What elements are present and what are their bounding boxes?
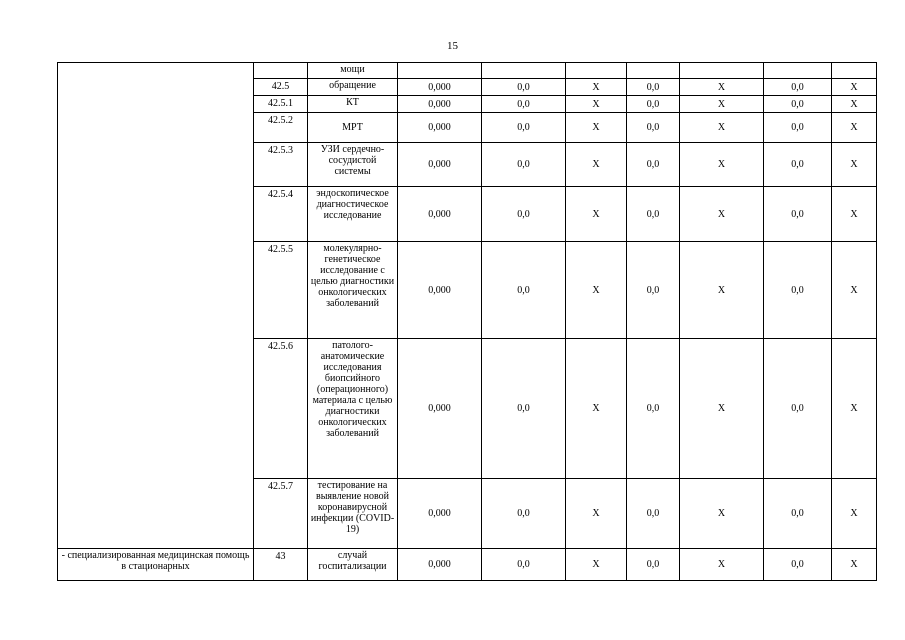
row-value: X [680,339,764,479]
row-value: X [832,339,877,479]
row-value: 0,0 [764,339,832,479]
row-value: 0,000 [398,479,482,549]
row-name: случай госпитализации [308,549,398,581]
row-name: МРТ [308,113,398,143]
row-value: X [566,143,627,187]
data-table [57,62,877,581]
row-value [680,63,764,79]
row-value: 0,0 [482,339,566,479]
row-name: КТ [308,96,398,113]
row-value: 0,0 [627,96,680,113]
row-value [627,63,680,79]
row-value: 0,0 [627,187,680,242]
row-value: 0,0 [764,187,832,242]
row-value: 0,0 [627,79,680,96]
row-value: 0,0 [482,96,566,113]
row-value: 0,0 [764,143,832,187]
row-value: X [832,79,877,96]
row-value: X [680,242,764,339]
row-name: молекулярно-генетическое исследование с целью диагностики онкологических заболеваний [308,242,398,339]
row-code: 43 [254,549,308,581]
row-value: X [832,549,877,581]
row-value: 0,0 [627,143,680,187]
row-value: 0,0 [482,187,566,242]
row-value: 0,000 [398,113,482,143]
row-value: X [566,549,627,581]
row-value: X [566,479,627,549]
row-name: обращение [308,79,398,96]
row-value: 0,0 [482,242,566,339]
row-value: 0,0 [482,479,566,549]
row-code: 42.5.6 [254,339,308,479]
row-value: X [566,96,627,113]
row-value: 0,0 [627,549,680,581]
row-value: X [566,242,627,339]
row-value: 0,0 [764,549,832,581]
row-value: X [680,549,764,581]
table-row [58,63,877,79]
row-value: X [566,79,627,96]
row-code: 42.5.2 [254,113,308,143]
row-value: 0,0 [764,479,832,549]
row-value [566,63,627,79]
row-value: 0,000 [398,96,482,113]
row-value: 0,0 [764,242,832,339]
row-code [254,63,308,79]
row-value: X [832,479,877,549]
row-name: патолого-анатомические исследования биопсийного (операционного) материала с целью диагностики онкологических заболеваний [308,339,398,479]
row-value: X [680,187,764,242]
row-value: X [680,143,764,187]
row-name: УЗИ сердечно-сосудистой системы [308,143,398,187]
row-value: X [832,143,877,187]
row-value: X [680,113,764,143]
row-value: X [680,96,764,113]
row-value: 0,000 [398,339,482,479]
row-value [398,63,482,79]
row-value: 0,0 [627,479,680,549]
row-value [832,63,877,79]
row-value: X [566,339,627,479]
row-name: мощи [308,63,398,79]
row-value: X [680,79,764,96]
row-value: 0,000 [398,187,482,242]
row-label: - специализированная медицинская помощь в стационарных [58,549,254,581]
row-value: 0,0 [764,113,832,143]
row-code: 42.5.1 [254,96,308,113]
row-value: 0,0 [764,79,832,96]
row-value: 0,0 [627,113,680,143]
row-value: 0,0 [627,242,680,339]
row-value: 0,0 [482,143,566,187]
row-value: X [680,479,764,549]
row-value: 0,000 [398,79,482,96]
row-value: 0,0 [627,339,680,479]
row-value: X [566,113,627,143]
row-code: 42.5.3 [254,143,308,187]
row-value: 0,0 [764,96,832,113]
row-value: 0,0 [482,79,566,96]
row-code: 42.5.5 [254,242,308,339]
row-value [482,63,566,79]
table-row [58,549,877,581]
page-number: 15 [447,40,458,52]
row-value: X [566,187,627,242]
row-value: 0,0 [482,549,566,581]
row-label-cell [58,63,254,549]
row-value: 0,000 [398,242,482,339]
row-code: 42.5.7 [254,479,308,549]
row-value: X [832,113,877,143]
row-name: тестирование на выявление новой коронавирусной инфекции (COVID-19) [308,479,398,549]
row-value: 0,000 [398,549,482,581]
row-value: X [832,187,877,242]
row-value [764,63,832,79]
row-code: 42.5 [254,79,308,96]
row-value: 0,000 [398,143,482,187]
row-name: эндоскопическое диагностическое исследование [308,187,398,242]
row-value: X [832,242,877,339]
row-code: 42.5.4 [254,187,308,242]
row-value: X [832,96,877,113]
row-value: 0,0 [482,113,566,143]
